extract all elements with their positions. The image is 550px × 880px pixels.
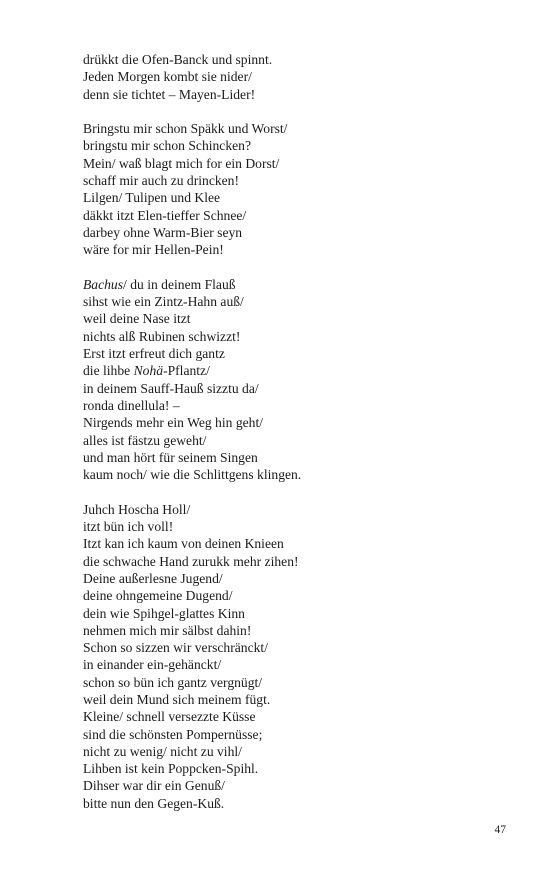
line-text: däkkt itzt Elen-tieffer Schnee/ [83, 207, 247, 223]
line-text: Nirgends mehr ein Weg hin geht/ [83, 415, 263, 431]
poem-line [83, 345, 503, 362]
line-text: kaum noch/ wie die Schlittgens klingen. [83, 467, 302, 483]
line-text: in einander ein-gehänckt/ [83, 657, 222, 673]
line-text: Deine außerlesne Jugend/ [83, 570, 223, 586]
line-text: / du in deinem Flauß [123, 276, 236, 292]
poem-line [83, 414, 503, 431]
line-text: dein wie Spihgel-glattes Kinn [83, 605, 245, 621]
poem-line [83, 380, 503, 397]
poem-line [83, 501, 503, 518]
line-text: itzt bün ich voll! [83, 519, 174, 535]
line-text: Jeden Morgen kombt sie nider/ [83, 69, 252, 85]
poem-line [83, 310, 503, 327]
stanza [83, 276, 503, 484]
line-text: Dihser war dir ein Genuß/ [83, 778, 225, 794]
line-text: nehmen mich mir sälbst dahin! [83, 622, 252, 638]
stanza [83, 120, 503, 258]
poem-line [83, 570, 503, 587]
poem-line [83, 68, 503, 85]
line-text: denn sie tichtet – Mayen-Lider! [83, 86, 256, 102]
line-text: weil deine Nase itzt [83, 311, 191, 327]
page-number: 47 [494, 824, 506, 836]
poem-line [83, 691, 503, 708]
poem-line [83, 207, 503, 224]
poem-line [83, 293, 503, 310]
poem-line [83, 86, 503, 103]
line-text: Juhch Hoscha Holl/ [83, 501, 191, 517]
line-text: Bringstu mir schon Späkk und Worst/ [83, 121, 288, 137]
poem-line [83, 743, 503, 760]
line-text: Itzt kan ich kaum von deinen Knieen [83, 536, 284, 552]
line-text: drükkt die Ofen-Banck und spinnt. [83, 52, 273, 67]
poem-line [83, 51, 503, 68]
poem-line [83, 449, 503, 466]
poem-line [83, 777, 503, 794]
poem-line [83, 432, 503, 449]
poem-line [83, 189, 503, 206]
line-text: die schwache Hand zurukk mehr zihen! [83, 553, 299, 569]
line-text: Schon so sizzen wir verschränckt/ [83, 640, 268, 656]
line-text: wäre for mir Hellen-Pein! [83, 242, 224, 258]
poem-line [83, 674, 503, 691]
line-text: in deinem Sauff-Hauß sizztu da/ [83, 380, 259, 396]
poem-line [83, 120, 503, 137]
line-text: ronda dinellula! – [83, 397, 180, 413]
poem-line [83, 795, 503, 812]
line-text: und man hört für seinem Singen [83, 449, 258, 465]
poem-line [83, 397, 503, 414]
line-text: Lihben ist kein Poppcken-Spihl. [83, 761, 259, 777]
poem-line [83, 605, 503, 622]
poem-line [83, 708, 503, 725]
poem-line [83, 328, 503, 345]
line-text: die lihbe [83, 363, 134, 379]
line-text: deine ohngemeine Dugend/ [83, 588, 233, 604]
poem-line [83, 224, 503, 241]
stanza [83, 51, 503, 103]
stanza [83, 501, 503, 812]
line-text: sihst wie ein Zintz-Hahn auß/ [83, 294, 244, 310]
poem-line [83, 760, 503, 777]
poem-line [83, 587, 503, 604]
poem-text [83, 51, 503, 829]
line-text: Lilgen/ Tulipen und Klee [83, 190, 221, 206]
poem-line [83, 535, 503, 552]
line-text: Kleine/ schnell versezzte Küsse [83, 709, 256, 725]
line-text: nichts alß Rubinen schwizzt! [83, 328, 241, 344]
poem-line [83, 553, 503, 570]
line-text: darbey ohne Warm-Bier seyn [83, 224, 243, 240]
line-text: bitte nun den Gegen-Kuß. [83, 795, 225, 811]
line-text: weil dein Mund sich meinem fügt. [83, 691, 271, 707]
poem-line [83, 656, 503, 673]
line-text: -Pflantz/ [163, 363, 210, 379]
poem-line [83, 276, 503, 293]
line-text: schon so bün ich gantz vergnügt/ [83, 674, 263, 690]
poem-line [83, 518, 503, 535]
poem-line [83, 639, 503, 656]
poem-line [83, 466, 503, 483]
line-text: bringstu mir schon Schincken? [83, 138, 252, 154]
poem-line [83, 155, 503, 172]
line-text: Mein/ waß blagt mich for ein Dorst/ [83, 155, 280, 171]
italic-name: Bachus [83, 276, 124, 292]
italic-name: Nohä [133, 363, 164, 379]
poem-line [83, 726, 503, 743]
line-text: sind die schönsten Pompernüsse; [83, 726, 263, 742]
poem-line [83, 622, 503, 639]
line-text: schaff mir auch zu drincken! [83, 173, 240, 189]
line-text: nicht zu wenig/ nicht zu vihl/ [83, 743, 242, 759]
poem-line [83, 241, 503, 258]
poem-line [83, 137, 503, 154]
line-text: Erst itzt erfreut dich gantz [83, 346, 225, 362]
poem-line [83, 172, 503, 189]
poem-line [83, 362, 503, 379]
line-text: alles ist fästzu geweht/ [83, 432, 207, 448]
